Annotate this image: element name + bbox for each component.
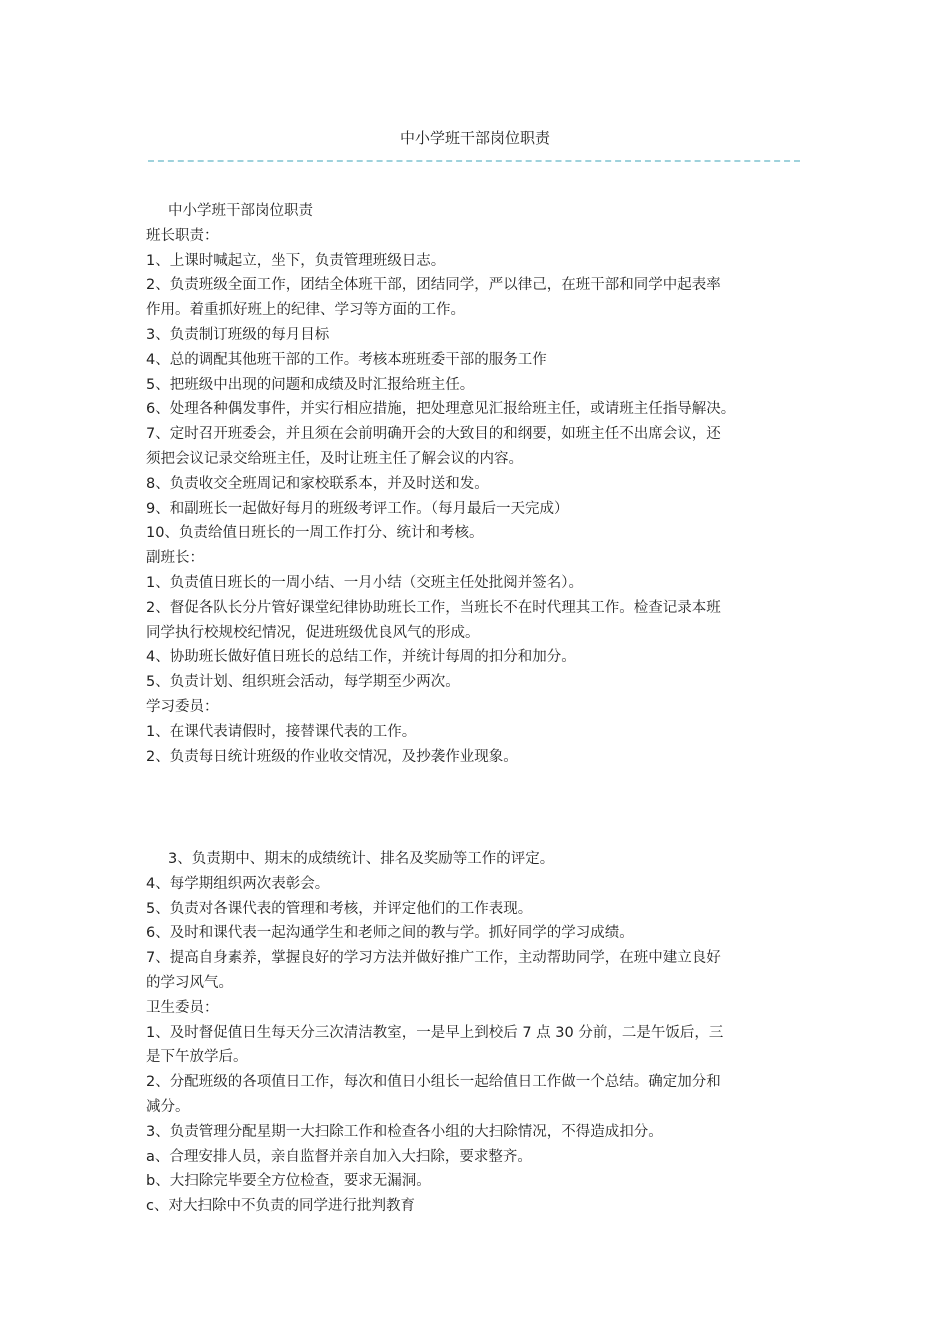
paragraph-line: 4、总的调配其他班干部的工作。考核本班班委干部的服务工作 <box>146 351 547 368</box>
paragraph-line: 6、处理各种偶发事件，并实行相应措施，把处理意见汇报给班主任，或请班主任指导解决。 <box>146 401 736 418</box>
paragraph-line: 1、在课代表请假时，接替课代表的工作。 <box>146 723 417 740</box>
paragraph-line: 10、负责给值日班长的一周工作打分、统计和考核。 <box>146 525 484 542</box>
paragraph-line: 4、每学期组织两次表彰会。 <box>146 875 330 892</box>
section-title: 中小学班干部岗位职责 <box>168 203 313 219</box>
paragraph-line: a、合理安排人员，亲自监督并亲自加入大扫除，要求整齐。 <box>146 1148 532 1165</box>
paragraph-line: c、对大扫除中不负责的同学进行批判教育 <box>146 1198 415 1215</box>
paragraph-line: 是下午放学后。 <box>146 1049 248 1066</box>
header-divider <box>148 160 800 162</box>
section-heading-study-committee: 学习委员： <box>146 698 219 715</box>
paragraph-line: 4、协助班长做好值日班长的总结工作，并统计每周的扣分和加分。 <box>146 649 576 666</box>
paragraph-line: 5、把班级中出现的问题和成绩及时汇报给班主任。 <box>146 376 475 393</box>
paragraph-line: 3、负责期中、期末的成绩统计、排名及奖励等工作的评定。 <box>168 851 555 867</box>
paragraph-line: 2、负责每日统计班级的作业收交情况，及抄袭作业现象。 <box>146 748 518 765</box>
paragraph-line: 2、督促各队长分片管好课堂纪律协助班长工作，当班长不在时代理其工作。检查记录本班 <box>146 599 721 616</box>
paragraph-line: 9、和副班长一起做好每月的班级考评工作。（每月最后一天完成） <box>146 500 569 517</box>
paragraph-line: 3、负责管理分配星期一大扫除工作和检查各小组的大扫除情况，不得造成扣分。 <box>146 1123 663 1140</box>
paragraph-line: 1、及时督促值日生每天分三次清洁教室，一是早上到校后 7 点 30 分前，二是午饭后，三 <box>146 1024 724 1041</box>
section-heading-monitor: 班长职责： <box>146 227 219 244</box>
paragraph-line: 2、分配班级的各项值日工作，每次和值日小组长一起给值日工作做一个总结。确定加分和 <box>146 1074 721 1091</box>
paragraph-line: 7、定时召开班委会，并且须在会前明确开会的大致目的和纲要，如班主任不出席会议，还 <box>146 426 721 443</box>
paragraph-line: 减分。 <box>146 1098 190 1115</box>
paragraph-line: 6、及时和课代表一起沟通学生和老师之间的教与学。抓好同学的学习成绩。 <box>146 925 634 942</box>
paragraph-line: 的学习风气。 <box>146 974 233 991</box>
content-block-2 <box>146 847 826 1219</box>
paragraph-line: b、大扫除完毕要全方位检查，要求无漏洞。 <box>146 1173 431 1190</box>
paragraph-line: 8、负责收交全班周记和家校联系本，并及时送和发。 <box>146 475 489 492</box>
paragraph-line: 须把会议记录交给班主任，及时让班主任了解会议的内容。 <box>146 450 523 467</box>
content-block-1 <box>146 199 826 769</box>
paragraph-line: 1、上课时喊起立，坐下，负责管理班级日志。 <box>146 252 446 269</box>
page-title: 中小学班干部岗位职责 <box>399 129 550 147</box>
paragraph-line: 3、负责制订班级的每月目标 <box>146 326 330 343</box>
paragraph-line: 同学执行校规校纪情况，促进班级优良风气的形成。 <box>146 624 480 641</box>
paragraph-line: 7、提高自身素养，掌握良好的学习方法并做好推广工作，主动帮助同学，在班中建立良好 <box>146 950 721 967</box>
section-heading-vice-monitor: 副班长： <box>146 550 204 567</box>
paragraph-line: 5、负责对各课代表的管理和考核，并评定他们的工作表现。 <box>146 900 533 917</box>
paragraph-line: 1、负责值日班长的一周小结、一月小结（交班主任处批阅并签名）。 <box>146 574 583 591</box>
section-heading-hygiene-committee: 卫生委员： <box>146 999 219 1016</box>
paragraph-line: 作用。着重抓好班上的纪律、学习等方面的工作。 <box>146 302 465 319</box>
paragraph-line: 2、负责班级全面工作，团结全体班干部，团结同学，严以律己，在班干部和同学中起表率 <box>146 277 721 294</box>
paragraph-line: 5、负责计划、组织班会活动，每学期至少两次。 <box>146 674 460 691</box>
